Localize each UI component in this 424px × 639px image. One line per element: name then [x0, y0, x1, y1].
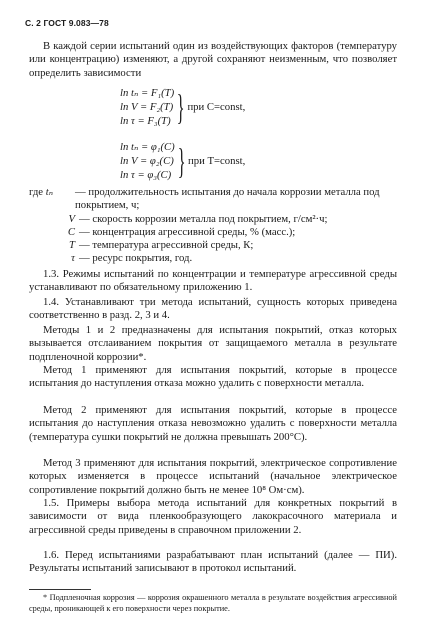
- paragraph-1-6: 1.6. Перед испытаниями разрабатывают план испытаний (далее — ПИ). Результаты испытаний записывают в протокол испытаний.: [29, 549, 397, 575]
- paragraph-methods-1-2: Методы 1 и 2 предназначены для испытания покрытий, отказ которых вызывается отслаиванием покрытия от защищаемого металла в результате подпленочной коррозии*.: [29, 324, 397, 363]
- definition-text: — продолжительность испытания до начала коррозии металла под покрытием, ч;: [75, 186, 380, 212]
- paragraph-method-1: Метод 1 применяют для испытания покрытий, которые в процессе испытания до наступления отказа можно удалить с поверхности металла.: [29, 364, 397, 390]
- formula-concentration-lines: [120, 140, 175, 182]
- paragraph-method-3: Метод 3 применяют для испытания покрытий, электрическое сопротивление которых изменяется в процессе испытаний (начальное электрическое сопротивление покрытий должно быть не менее 10⁸ Ом·см).: [29, 457, 397, 496]
- formula-line: ln τ = F₃(T): [120, 115, 171, 127]
- footnote-divider: [29, 589, 91, 590]
- definition-symbol: τ: [71, 252, 75, 265]
- formula-line: ln τ = φ₃(C): [120, 169, 172, 181]
- definition-text: — концентрация агрессивной среды, % (масс.);: [79, 225, 296, 238]
- formula-line: ln V = φ₂(C): [120, 155, 174, 167]
- formula-line: ln tₙ = F₁(T): [120, 87, 175, 99]
- formula-line: ln V = F₂(T): [120, 101, 174, 113]
- definition-row: [29, 186, 397, 213]
- definition-text: — скорость коррозии металла под покрытием, г/см²·ч;: [79, 212, 328, 225]
- right-brace-icon: }: [177, 141, 186, 181]
- definition-row: [29, 226, 397, 239]
- formula-condition: при T=const,: [188, 155, 246, 167]
- definition-symbol: V: [68, 212, 75, 225]
- definition-row: [29, 213, 397, 226]
- formula-temperature: [120, 86, 245, 128]
- formula-condition: при C=const,: [187, 101, 246, 113]
- definition-row: [29, 252, 397, 265]
- definition-symbol: T: [69, 239, 75, 252]
- formula-concentration: [120, 140, 245, 182]
- definition-text: — ресурс покрытия, год.: [79, 252, 193, 265]
- definition-symbol: C: [67, 225, 75, 238]
- formula-temperature-lines: [120, 86, 174, 128]
- page-header: С. 2 ГОСТ 9.083—78: [25, 18, 109, 28]
- definition-row: [29, 239, 397, 252]
- symbol-definitions: [29, 186, 397, 266]
- paragraph-1-3: 1.3. Режимы испытаний по концентрации и температуре агрессивной среды устанавливают по обязательному приложению 1.: [29, 268, 397, 294]
- footnote: * Подпленочная коррозия — коррозия окрашенного металла в результате воздействия агрессивной среды, проникающей к его поверхности через покрытие.: [29, 593, 397, 613]
- intro-paragraph: В каждой серии испытаний один из воздействующих факторов (температуру или концентрацию) изменяют, а другой сохраняют неизменным, что позволяет определить зависимости: [29, 40, 397, 79]
- definition-text: — температура агрессивной среды, К;: [79, 239, 254, 252]
- formula-line: ln tₙ = φ₁(C): [120, 141, 175, 153]
- paragraph-1-4: 1.4. Устанавливают три метода испытаний, сущность которых приведена соответственно в разд. 2, 3 и 4.: [29, 296, 397, 322]
- definition-symbol: tₙ: [45, 186, 54, 198]
- definitions-lead-word: где: [29, 186, 44, 198]
- right-brace-icon: }: [176, 87, 185, 127]
- paragraph-method-2: Метод 2 применяют для испытания покрытий, которые в процессе испытания до наступления отказа невозможно удалить с поверхности металла (температура сушки покрытий не должна превышать 200°C).: [29, 404, 397, 443]
- paragraph-1-5: 1.5. Примеры выбора метода испытаний для конкретных покрытий в зависимости от вида пленкообразующего лакокрасочного материала и агрессивной среды приведены в справочном приложении 2.: [29, 497, 397, 536]
- definitions-lead: [29, 186, 75, 213]
